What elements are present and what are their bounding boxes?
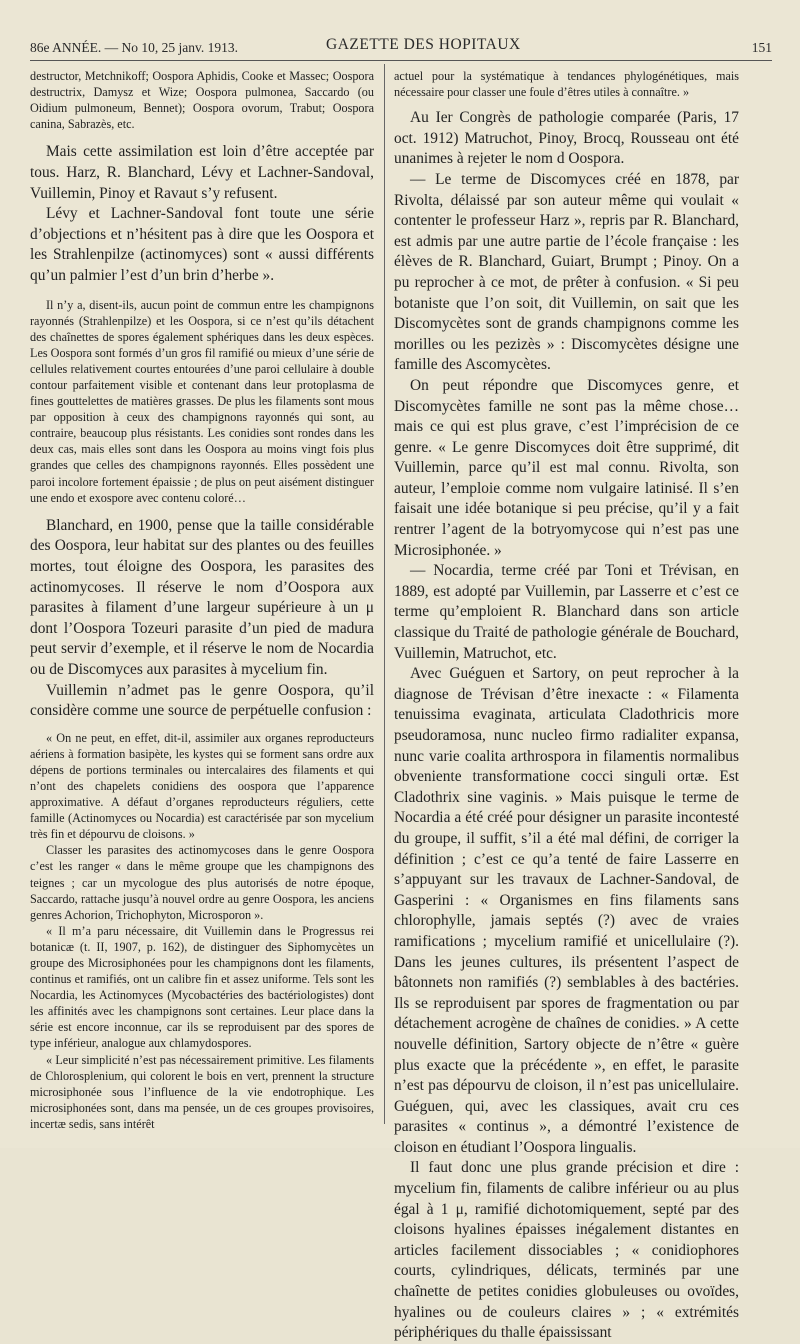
- issue-info: 86e ANNÉE. — No 10, 25 janv. 1913.: [30, 40, 238, 55]
- paragraph: Avec Guéguen et Sartory, on peut reprocher à la diagnose de Trévisan d’être inexacte : « Filamenta tenuissima evaginata, articulata Cladothricis more pseudoramosa, nunc nucleo firmo radialiter expansa, nunc varie coalita arthrospora in filamentis normalibus obveniente transformatione cocci singuli ortæ. Est Cladothrix sine vaginis. » Mais puisque le terme de Nocardia a été créé pour désigner un parasite incontesté du groupe, il suffit, s’il a été mal défini, de corriger la définition ; c’est ce qu’a tenté de faire Lasserre en s’appuyant sur les travaux de Lachner-Sandoval, de Gasperini : « Organismes en fins filaments sans chlorophylle, jamais septés (?) avec de vraies ramifications ; mycelium ramifié et unicellulaire (?). Dans les jeunes cultures, ils présentent l’aspect de bâtonnets non ramifiés (?) semblables à des bactéries. Ils se reproduisent par spores de fragmentation ou par détachement acrogène de chaînes de conidies. » A cette nouvelle définition, Sartory objecte de n’être « guère plus exacte que la précédente », en effet, le parasite n’est pas dépourvu de cloison, il n’est pas unicellulaire. Guéguen, qui, avec les classiques, avait cru ces parasites « continus », a démontré l’existence de cloison en étudiant l’Oospora lingualis.: [394, 665, 739, 1156]
- page-number: 151: [751, 40, 772, 55]
- paragraph: Il faut donc une plus grande précision et dire : mycelium fin, filaments de calibre inférieur ou au plus égal à 1 μ, ramifié dichotomiquement, septé par des cloisons hyalines épaisses inégalement distantes en articles facilement dissociables ; « conidiophores courts, cylindriques, délicats, terminés par une chaînette de petites conidies globuleuses ou ovoïdes, hyalines ou de couleurs claires » ; « extrémités périphériques du thalle épaississant: [394, 1159, 739, 1342]
- paragraph: — Nocardia, terme créé par Toni et Trévisan, en 1889, est adopté par Vuillemin, par Lasserre et c’est ce terme qu’emploient R. Blanchard dans son article classique du Traité de pathologie générale de Bouchard, Vuillemin, Matruchot, etc.: [394, 562, 739, 662]
- paragraph: actuel pour la systématique à tendances phylogénétiques, mais nécessaire pour classer une foule d’êtres utiles à connaître. »: [394, 69, 739, 100]
- left-column: [30, 68, 374, 1132]
- right-column: [394, 68, 739, 1344]
- paragraph: Mais cette assimilation est loin d’être acceptée par tous. Harz, R. Blanchard, Lévy et Lachner-Sandoval, Vuillemin, Pinoy et Ravaut s’y refusent.: [30, 143, 374, 202]
- paragraph: — Le terme de Discomyces créé en 1878, par Rivolta, délaissé par son auteur même qui voulait « contenter le professeur Harz », repris par R. Blanchard, est admis par une autre partie de l’école française : les élèves de R. Blanchard, Guiart, Brumpt ; Pinoy. On a pu reprocher à ce mot, de prêter à confusion. « Si peu botaniste que l’on soit, dit Vuillemin, on sait que les Discomycètes sont de grands champignons comme les morilles ou les pezizès » : Discomycètes désigne une famille des Ascomycètes.: [394, 170, 739, 374]
- page-header: [30, 32, 772, 56]
- paragraph: « Leur simplicité n’est pas nécessairement primitive. Les filaments de Chlorosplenium, qui colorent le bois en vert, prennent la structure microsiphonée sous l’influence de la vie endotrophique. Les microsiphonées sont, dans ma pensée, un de ces groupes provisoires, incertæ sedis, sans intérêt: [30, 1052, 374, 1131]
- paragraph: Au Ier Congrès de pathologie comparée (Paris, 17 oct. 1912) Matruchot, Pinoy, Brocq, Rousseau ont été unanimes à rejeter le nom d Oospora.: [394, 109, 739, 168]
- paragraph: Il n’y a, disent-ils, aucun point de commun entre les champignons rayonnés (Strahlenpilze) et les Oospora, si ce n’est qu’ils détachent des chaînettes de spores également sphériques dans les deux espèces. Les Oospora sont formés d’un gros fil ramifié ou mieux d’une série de cellules relativement courtes entourées d’une paroi cellulaire à double contour parfaitement visible et contenant dans leur protoplasma de fines gouttelettes de matières grasses. De plus les filaments sont mous par opposition à ceux des champignons rayonnés qui sont, au contraire, beaucoup plus résistants. Les conidies sont rondes dans les deux cas, mais elles sont dans les Oospora au moins vingt fois plus grandes que celles des champignons rayonnés. Elles possèdent une paroi incolore fortement épaissie ; de plus on peut aisément distinguer une endo et exospore avec contenu coloré…: [30, 297, 374, 505]
- journal-title: GAZETTE DES HOPITAUX: [326, 36, 521, 53]
- paragraph: On peut répondre que Discomyces genre, et Discomycètes famille ne sont pas la même chose… mais ce qui est plus grave, c’est l’imprécision de ce genre. « Le genre Discomyces doit être supprimé, dit Vuillemin, parce qu’il est mal connu. Rivolta, son auteur, l’emploie comme nom vulgaire latinisé. Il s’en faisait une idée botanique si peu précise, qu’il y a fait rentrer l’agent de la botryomycose qui n’est pas une Microsiphonée. »: [394, 376, 739, 559]
- paragraph: Blanchard, en 1900, pense que la taille considérable des Oospora, leur habitat sur des plantes ou des feuilles mortes, tout éloigne des Oospora, les parasites des actinomycoses. Il réserve le nom d’Oospora aux parasites à filament d’une largeur supérieure à un μ dont l’Oospora Tozeuri parasite d’un pied de madura peut servir d’exemple, et il réserve le nom de Nocardia ou de Discomyces aux parasites à mycelium fin.: [30, 516, 374, 678]
- header-rule: [30, 60, 772, 61]
- paragraph: Lévy et Lachner-Sandoval font toute une série d’objections et n’hésitent pas à dire que les Oospora et les Strahlenpilze (actinomyces) sont « aussi différents qu’un palmier l’est d’un brin d’herbe ».: [30, 205, 374, 284]
- paragraph: destructor, Metchnikoff; Oospora Aphidis, Cooke et Massec; Oospora destructrix, Damysz et Wize; Oospora pulmonea, Saccardo (ou Oidium pulmoneum, Bennet); Oospora ovorum, Trabut; Oospora canina, Sabrazès, etc.: [30, 69, 374, 132]
- paragraph: Vuillemin n’admet pas le genre Oospora, qu’il considère comme une source de perpétuelle confusion :: [30, 681, 374, 720]
- paragraph: « Il m’a paru nécessaire, dit Vuillemin dans le Progressus rei botanicæ (t. II, 1907, p. 162), de distinguer des Siphomycètes un groupe des Microsiphonées pour les champignons dont les filaments, continus et ramifiés, ont un calibre fin et assez uniforme. Tels sont les Nocardia, les Actinomyces (Mycobactéries des bactériologistes) dont les affinités avec les champignons sont certaines. Leur place dans la série est encore inconnue, car ils se reproduisent par des spores de type inférieur, analogue aux chlamydospores.: [30, 923, 374, 1051]
- column-divider: [384, 64, 385, 1124]
- paragraph: Classer les parasites des actinomycoses dans le genre Oospora c’est les ranger « dans le même groupe que les champignons des teignes ; car un mycologue des plus autorisés de notre époque, Saccardo, rattache jusqu’à nouvel ordre au genre Oospora, les anciens genres Achorion, Trichophyton, Microsporon ».: [30, 843, 374, 922]
- paragraph: « On ne peut, en effet, dit-il, assimiler aux organes reproducteurs aériens à formation basipète, les kystes qui se forment sans ordre aux dépens de portions terminales ou intercalaires des filaments et qui n’ont des chapelets conidiens des oospora que l’apparence approximative. A défaut d’organes reproducteurs réguliers, cette famille (Actinomyces ou Nocardia) est caractérisée par son mycelium très fin et dépourvu de cloisons. »: [30, 730, 374, 842]
